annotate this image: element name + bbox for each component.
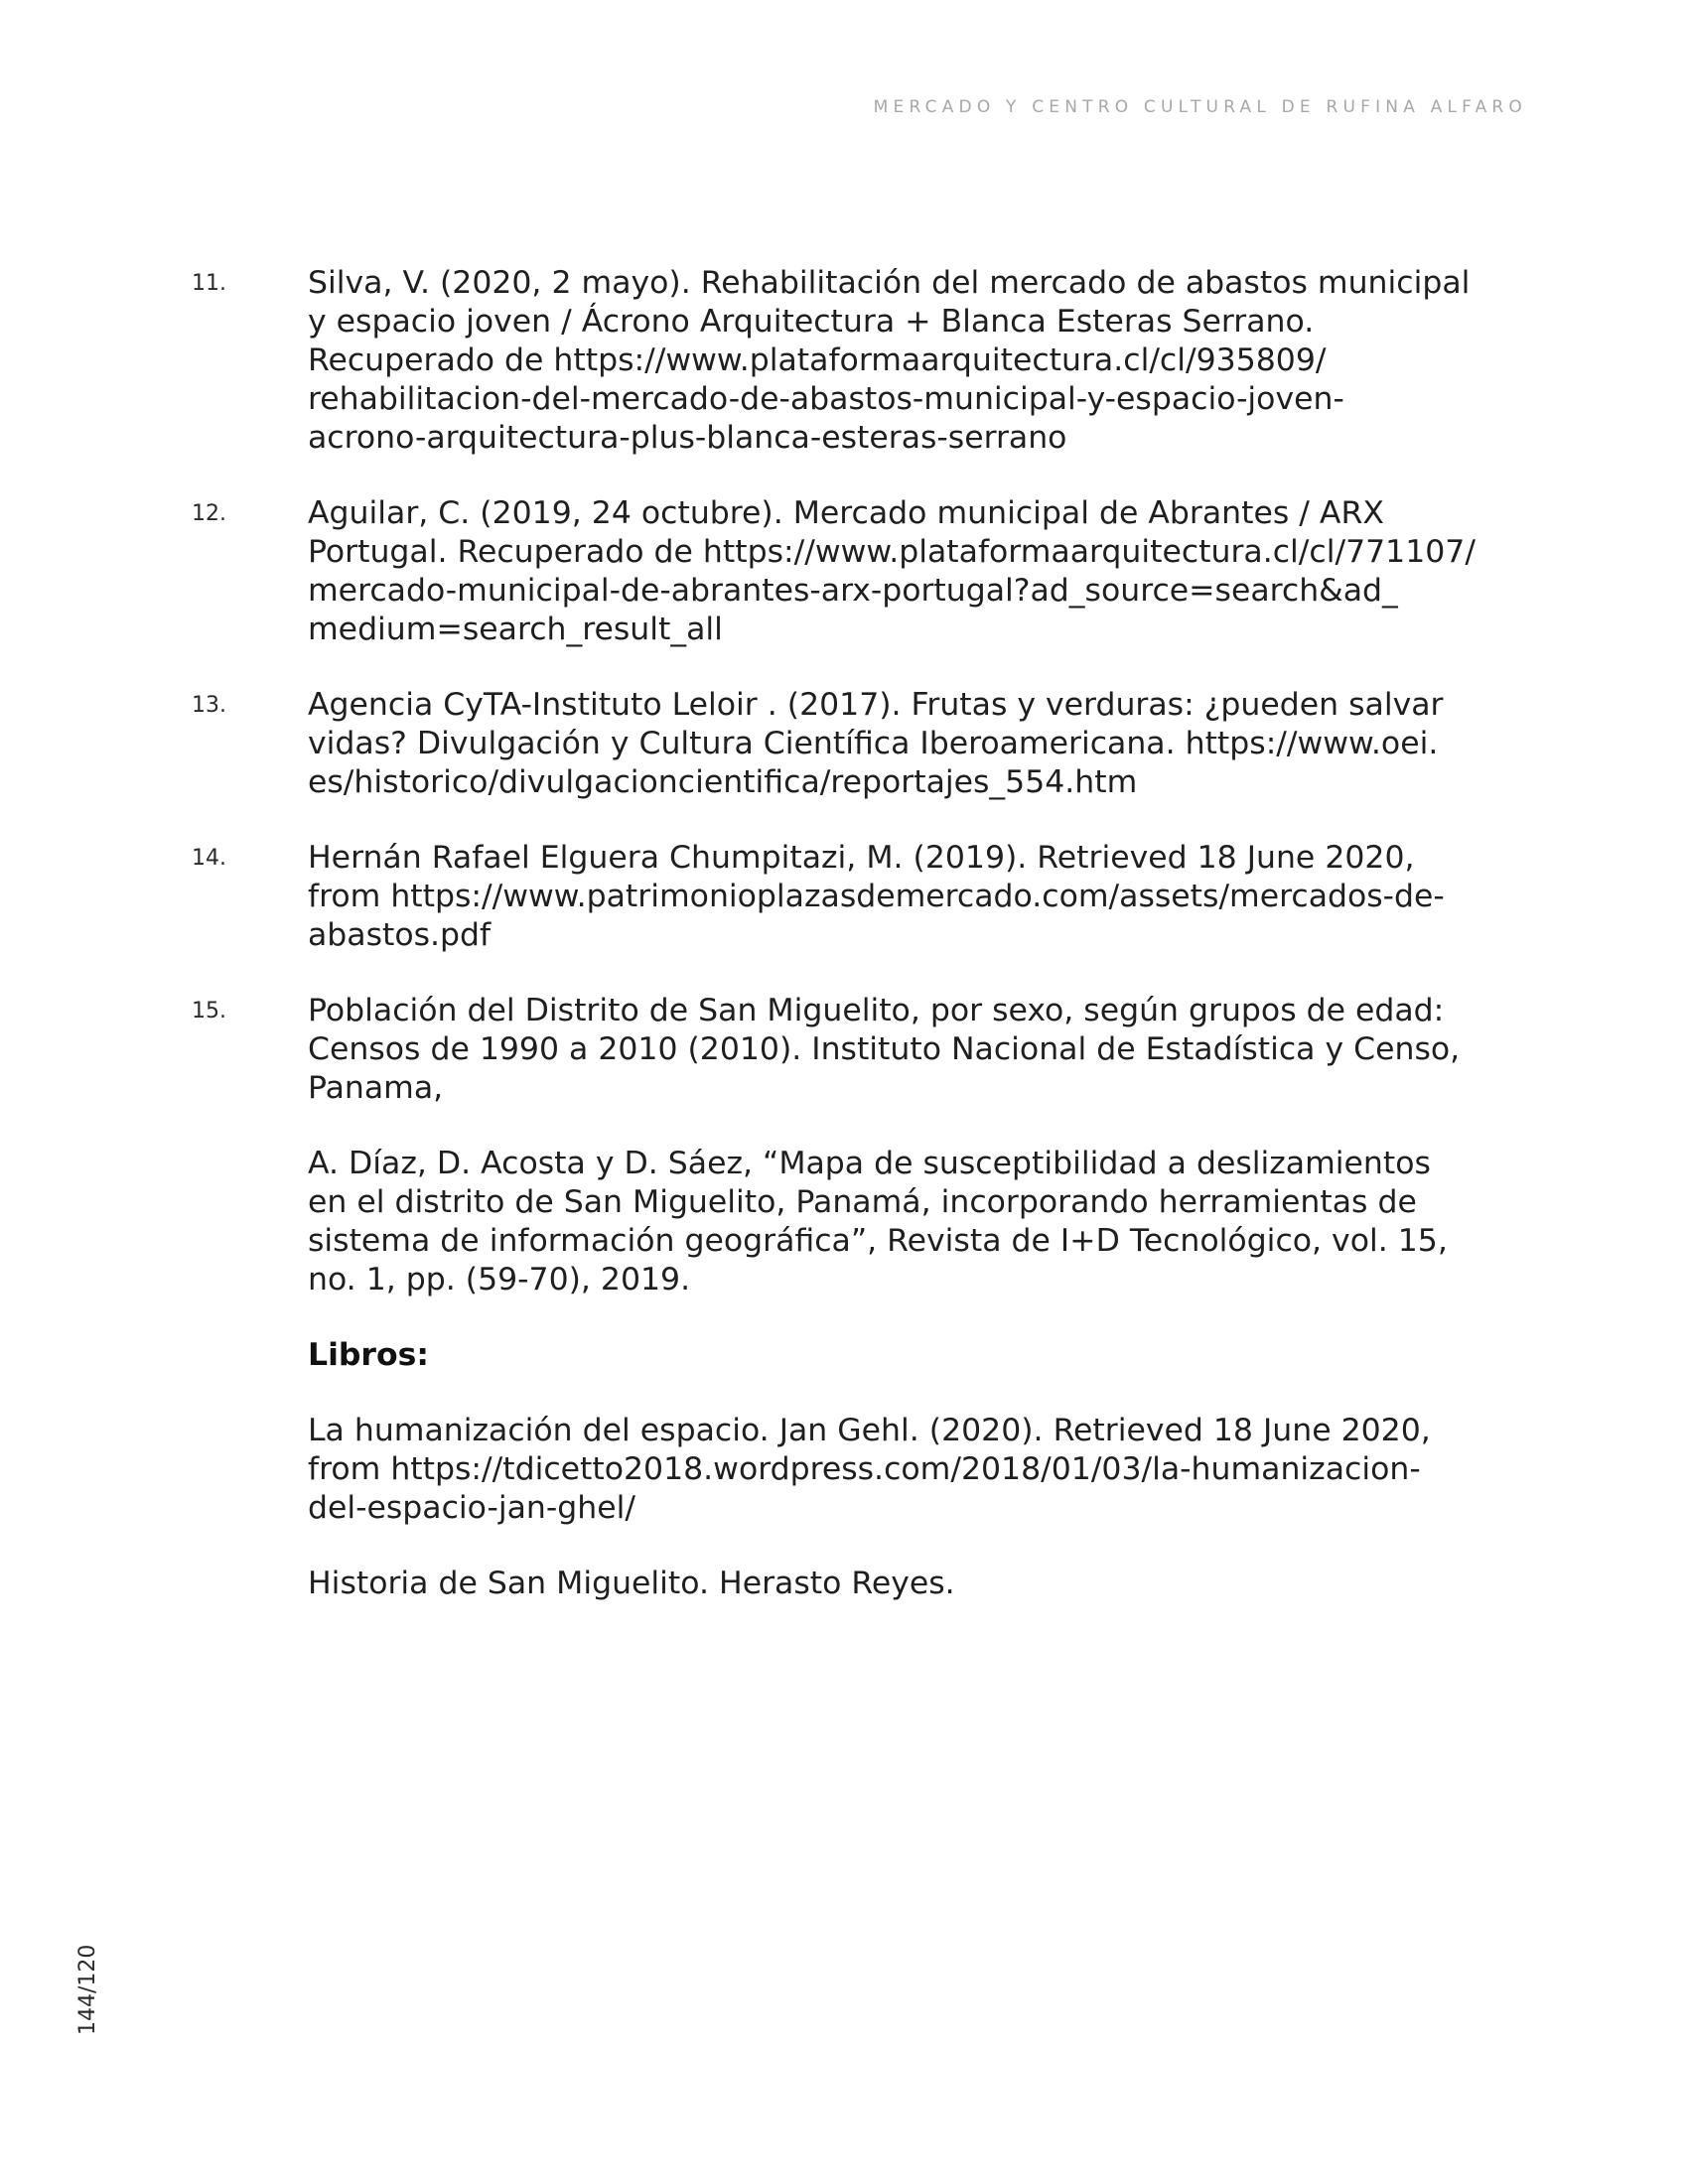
reference-item <box>192 992 1552 1108</box>
running-header: MERCADO Y CENTRO CULTURAL DE RUFINA ALFARO <box>873 97 1527 117</box>
reference-paragraph <box>308 1145 1552 1299</box>
reference-line: La humanización del espacio. Jan Gehl. (2020). Retrieved 18 June 2020, <box>308 1413 1431 1448</box>
reference-line: Población del Distrito de San Miguelito, por sexo, según grupos de edad: <box>308 993 1445 1028</box>
reference-line: from https://tdicetto2018.wordpress.com/2018/01/03/la-humanizacion- <box>308 1451 1421 1487</box>
reference-number: 12. <box>192 501 226 526</box>
reference-line: Aguilar, C. (2019, 24 octubre). Mercado municipal de Abrantes / ARX <box>308 495 1384 531</box>
reference-line: y espacio joven / Ácrono Arquitectura + Blanca Esteras Serrano. <box>308 304 1315 340</box>
reference-line: sistema de información geográfica”, Revista de I+D Tecnológico, vol. 15, <box>308 1223 1448 1259</box>
reference-line: Censos de 1990 a 2010 (2010). Instituto Nacional de Estadística y Censo, <box>308 1031 1461 1067</box>
reference-line: abastos.pdf <box>308 917 492 953</box>
reference-number: 15. <box>192 999 226 1024</box>
reference-item <box>192 686 1552 802</box>
reference-text <box>308 686 1552 802</box>
reference-line: A. Díaz, D. Acosta y D. Sáez, “Mapa de susceptibilidad a deslizamientos <box>308 1146 1431 1181</box>
reference-line: acrono-arquitectura-plus-blanca-esteras-serrano <box>308 420 1067 456</box>
reference-line: Historia de San Miguelito. Herasto Reyes. <box>308 1566 955 1601</box>
reference-line: rehabilitacion-del-mercado-de-abastos-municipal-y-espacio-joven- <box>308 381 1344 417</box>
reference-list <box>192 264 1552 1640</box>
reference-line: Hernán Rafael Elguera Chumpitazi, M. (2019). Retrieved 18 June 2020, <box>308 840 1415 876</box>
book-entry <box>308 1565 1552 1603</box>
reference-text <box>308 264 1552 458</box>
books-heading: Libros: <box>308 1337 429 1373</box>
reference-text <box>308 992 1552 1108</box>
book-entry <box>308 1412 1552 1528</box>
reference-item <box>192 839 1552 955</box>
reference-text <box>308 494 1552 649</box>
reference-line: medium=search_result_all <box>308 612 723 647</box>
reference-line: del-espacio-jan-ghel/ <box>308 1490 635 1526</box>
reference-text <box>308 839 1552 955</box>
reference-item <box>192 264 1552 458</box>
reference-line: en el distrito de San Miguelito, Panamá, incorporando herramientas de <box>308 1184 1417 1220</box>
reference-number: 11. <box>192 271 226 296</box>
reference-line: Recuperado de https://www.plataformaarquitectura.cl/cl/935809/ <box>308 342 1327 378</box>
reference-line: Agencia CyTA-Instituto Leloir . (2017). Frutas y verduras: ¿pueden salvar <box>308 687 1444 723</box>
reference-line: Portugal. Recuperado de https://www.plataformaarquitectura.cl/cl/771107/ <box>308 534 1476 570</box>
reference-line: from https://www.patrimonioplazasdemercado.com/assets/mercados-de- <box>308 879 1445 914</box>
reference-number: 13. <box>192 693 226 718</box>
reference-line: es/historico/divulgacioncientifica/reportajes_554.htm <box>308 764 1138 800</box>
reference-line: no. 1, pp. (59-70), 2019. <box>308 1262 691 1297</box>
reference-line: vidas? Divulgación y Cultura Científica Iberoamericana. https://www.oei. <box>308 726 1439 761</box>
reference-number: 14. <box>192 846 226 871</box>
reference-line: mercado-municipal-de-abrantes-arx-portugal?ad_source=search&ad_ <box>308 573 1398 609</box>
reference-line: Silva, V. (2020, 2 mayo). Rehabilitación del mercado de abastos municipal <box>308 265 1471 301</box>
page-number: 144/120 <box>75 1944 100 2035</box>
reference-line: Panama, <box>308 1070 444 1106</box>
reference-item <box>192 494 1552 649</box>
